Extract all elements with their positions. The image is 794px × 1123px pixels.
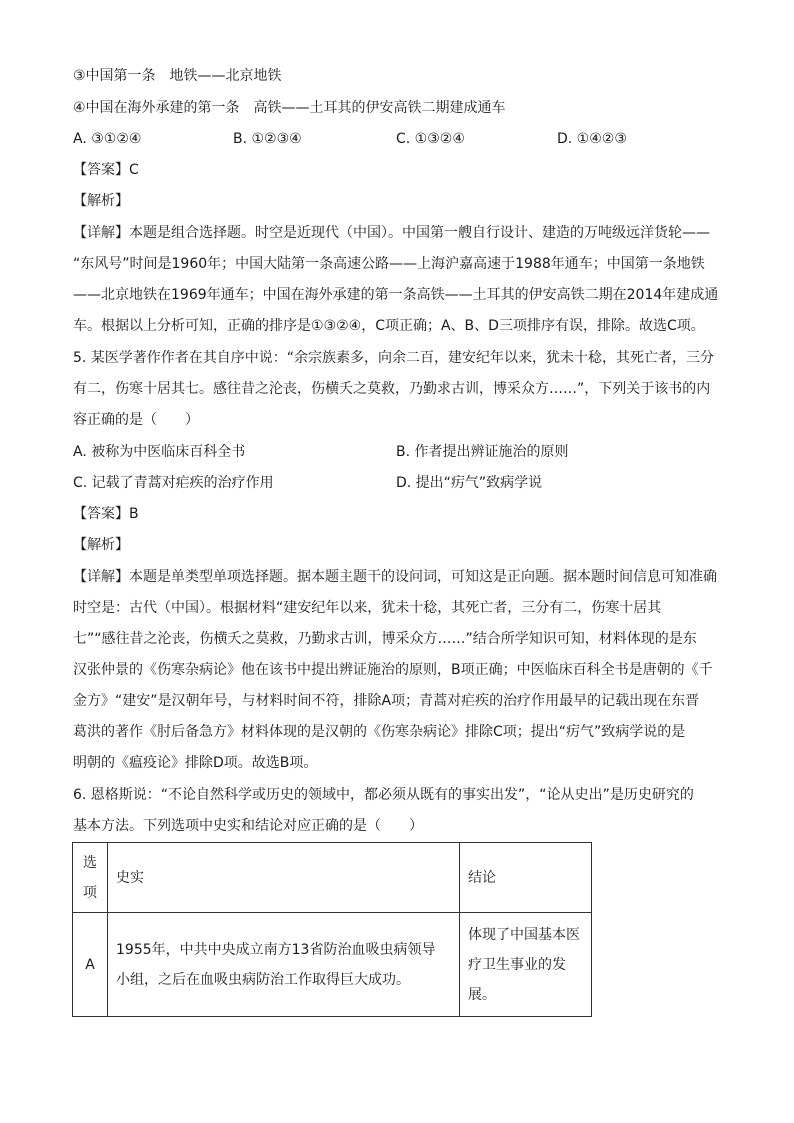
- q4-detail-line: 车。根据以上分析可知，正确的排序是①③②④，C项正确；A、B、D三项排序有误，排除。故选C项。: [73, 318, 705, 334]
- header-option-line: 选: [83, 854, 97, 871]
- row-option-cell: A: [73, 913, 108, 1017]
- fact-line: 小组，之后在血吸虫病防治工作取得巨大成功。: [116, 971, 410, 988]
- q5-analysis-title: 【解析】: [73, 537, 129, 553]
- q6-stem-line: 6. 恩格斯说：“不论自然科学或历史的领域中，都必须从既有的事实出发”，“论从史出”是历史研究的: [73, 787, 694, 803]
- q6-stem-line: 基本方法。下列选项中史实和结论对应正确的是（ ）: [73, 818, 423, 834]
- conclusion-line: 展。: [468, 986, 496, 1003]
- q5-detail-line: 七”“感往昔之沦丧，伤横夭之莫救，乃勤求古训，博采众方……”结合所学知识可知，材料体现的是东: [73, 631, 697, 647]
- fact-line: 1955年，中共中央成立南方13省防治血吸虫病领导: [116, 941, 436, 958]
- row-conclusion-cell: [460, 913, 592, 1017]
- q4-detail-line: “东风号”时间是1960年；中国大陆第一条高速公路——上海沪嘉高速于1988年通车；中国第一条地铁: [73, 256, 705, 272]
- q5-stem-line: 5. 某医学著作作者在其自序中说：“余宗族素多，向余二百，建安纪年以来，犹未十稔，其死亡者，三分: [73, 350, 715, 366]
- q5-detail-line: 金方》“建安”是汉朝年号，与材料时间不符，排除A项；青蒿对疟疾的治疗作用最早的记载出现在东晋: [73, 693, 700, 709]
- header-option-cell: [73, 843, 108, 913]
- q5-option-d: D. 提出“疠气”致病学说: [396, 475, 543, 491]
- conclusion-line: 体现了中国基本医: [468, 926, 580, 943]
- row-fact-cell: [108, 913, 460, 1017]
- q4-option-d: D. ①④②③: [557, 131, 627, 147]
- header-conclusion-cell: 结论: [460, 843, 592, 913]
- q5-detail-line: 【详解】本题是单类型单项选择题。据本题主题干的设问词，可知这是正向题。据本题时间信息可知准确: [73, 569, 717, 585]
- q6-table: [72, 842, 592, 1017]
- q4-option-c: C. ①③②④: [396, 131, 465, 147]
- header-fact-cell: 史实: [108, 843, 460, 913]
- q5-option-b: B. 作者提出辨证施治的原则: [396, 444, 569, 460]
- q5-answer: 【答案】B: [73, 506, 139, 522]
- q5-stem-line: 有二，伤寒十居其七。感往昔之沦丧，伤横夭之莫救，乃勤求古训，博采众方……”，下列关于该书的内: [73, 381, 711, 397]
- q4-item-3: ③中国第一条 地铁——北京地铁: [73, 68, 282, 84]
- q4-item-4: ④中国在海外承建的第一条 高铁——土耳其的伊安高铁二期建成通车: [73, 100, 506, 116]
- q5-detail-line: 葛洪的著作《肘后备急方》材料体现的是汉朝的《伤寒杂病论》排除C项；提出“疠气”致病学说的是: [73, 724, 686, 740]
- table-header-row: [73, 843, 592, 913]
- q5-detail-line: 汉张仲景的《伤寒杂病论》他在该书中提出辨证施治的原则，B项正确；中医临床百科全书是唐朝的《千: [73, 662, 713, 678]
- q5-stem-line: 容正确的是（ ）: [73, 412, 199, 428]
- q4-answer: 【答案】C: [73, 162, 139, 178]
- conclusion-line: 疗卫生事业的发: [468, 956, 566, 973]
- q4-option-a: A. ③①②④: [73, 131, 142, 147]
- q5-option-a: A. 被称为中医临床百科全书: [73, 444, 246, 460]
- q5-detail-line: 明朝的《瘟疫论》排除D项。故选B项。: [73, 755, 318, 771]
- table-row: [73, 913, 592, 1017]
- q5-option-c: C. 记载了青蒿对疟疾的治疗作用: [73, 475, 274, 491]
- q4-detail-line: 【详解】本题是组合选择题。时空是近现代（中国）。中国第一艘自行设计、建造的万吨级远洋货轮——: [73, 225, 710, 241]
- q4-detail-line: ——北京地铁在1969年通车；中国在海外承建的第一条高铁——土耳其的伊安高铁二期在2014年建成通: [73, 287, 719, 303]
- q4-analysis-title: 【解析】: [73, 193, 129, 209]
- q5-detail-line: 时空是：古代（中国）。根据材料“建安纪年以来，犹未十稔，其死亡者，三分有二，伤寒十居其: [73, 600, 662, 616]
- q4-option-b: B. ①②③④: [233, 131, 302, 147]
- header-option-line: 项: [83, 884, 97, 901]
